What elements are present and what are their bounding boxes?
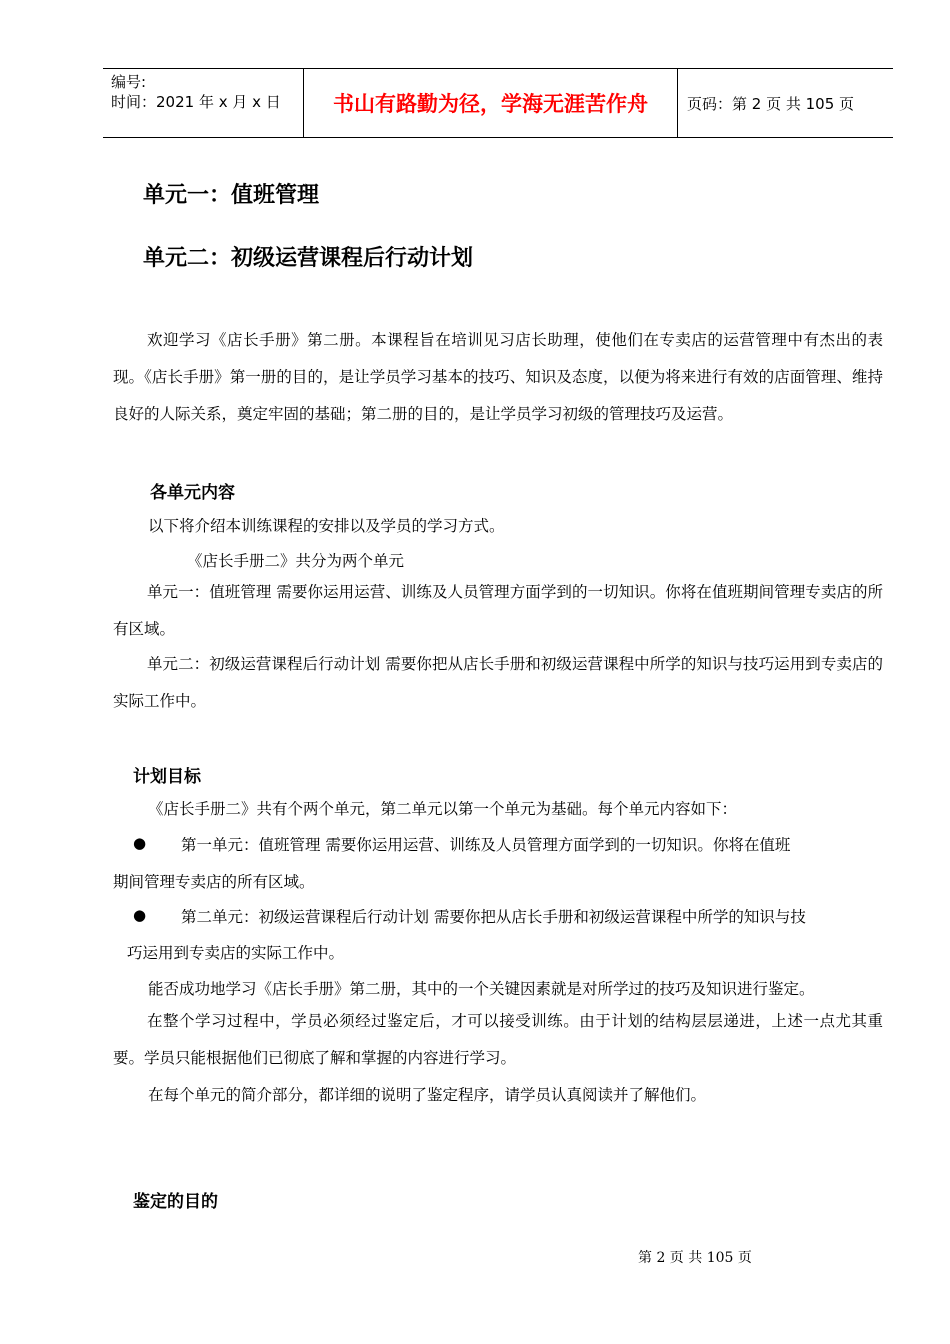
bullet-1-icon: ●: [133, 834, 147, 852]
section-goals-heading: 计划目标: [133, 767, 201, 787]
section-contents-heading: 各单元内容: [150, 483, 235, 503]
bullet-2-icon: ●: [133, 906, 147, 924]
bullet-2-line-a: 第二单元：初级运营课程后行动计划 需要你把从店长手册和初级运营课程中所学的知识与技: [181, 908, 806, 926]
bullet-2-line-b: 巧运用到专卖店的实际工作中。: [127, 944, 345, 962]
unit1-description: 单元一：值班管理 需要你运用运营、训练及人员管理方面学到的一切知识。你将在值班期间管理专卖店的所有区域。: [113, 583, 883, 638]
contents-line-2: 《店长手册二》共分为两个单元: [187, 552, 405, 570]
bullet-1-line-b: 期间管理专卖店的所有区域。: [113, 873, 315, 891]
goals-para-3: 在每个单元的简介部分，都详细的说明了鉴定程序，请学员认真阅读并了解他们。: [148, 1086, 707, 1104]
section-purpose-heading: 鉴定的目的: [133, 1192, 218, 1212]
goals-line-1: 《店长手册二》共有个两个单元，第二单元以第一个单元为基础。每个单元内容如下：: [148, 800, 738, 818]
header-page-code: 页码：第 2 页 共 105 页: [687, 94, 855, 113]
bullet-1-line-a: 第一单元：值班管理 需要你运用运营、训练及人员管理方面学到的一切知识。你将在值班: [181, 836, 791, 854]
header-motto: 书山有路勤为径，学海无涯苦作舟: [333, 92, 648, 116]
page-header: [103, 68, 893, 138]
goals-para-1: 能否成功地学习《店长手册》第二册，其中的一个关键因素就是对所学过的技巧及知识进行鉴定。: [148, 980, 815, 998]
header-page-cell: [677, 69, 893, 137]
unit1-title: 单元一：值班管理: [143, 183, 320, 208]
unit2-description: 单元二：初级运营课程后行动计划 需要你把从店长手册和初级运营课程中所学的知识与技巧运用到专卖店的实际工作中。: [113, 655, 883, 710]
page-footer: 第 2 页 共 105 页: [638, 1250, 752, 1266]
header-motto-cell: [303, 69, 678, 137]
contents-line-1: 以下将介绍本训练课程的安排以及学员的学习方式。: [148, 517, 505, 535]
document-time-label: 时间：2021 年 x 月 x 日: [111, 93, 281, 111]
header-info-cell: [103, 69, 303, 137]
unit2-title: 单元二：初级运营课程后行动计划: [143, 246, 474, 271]
document-number-label: 编号:: [111, 73, 147, 91]
intro-paragraph: 欢迎学习《店长手册》第二册。本课程旨在培训见习店长助理，使他们在专卖店的运营管理中有杰出的表现。《店长手册》第一册的目的，是让学员学习基本的技巧、知识及态度，以便为将来进行有效的店面管理、维持良好的人际关系，奠定牢固的基础；第二册的目的，是让学员学习初级的管理技巧及运营。: [113, 331, 883, 423]
goals-para-2: 在整个学习过程中，学员必须经过鉴定后，才可以接受训练。由于计划的结构层层递进，上述一点尤其重要。学员只能根据他们已彻底了解和掌握的内容进行学习。: [113, 1012, 883, 1067]
